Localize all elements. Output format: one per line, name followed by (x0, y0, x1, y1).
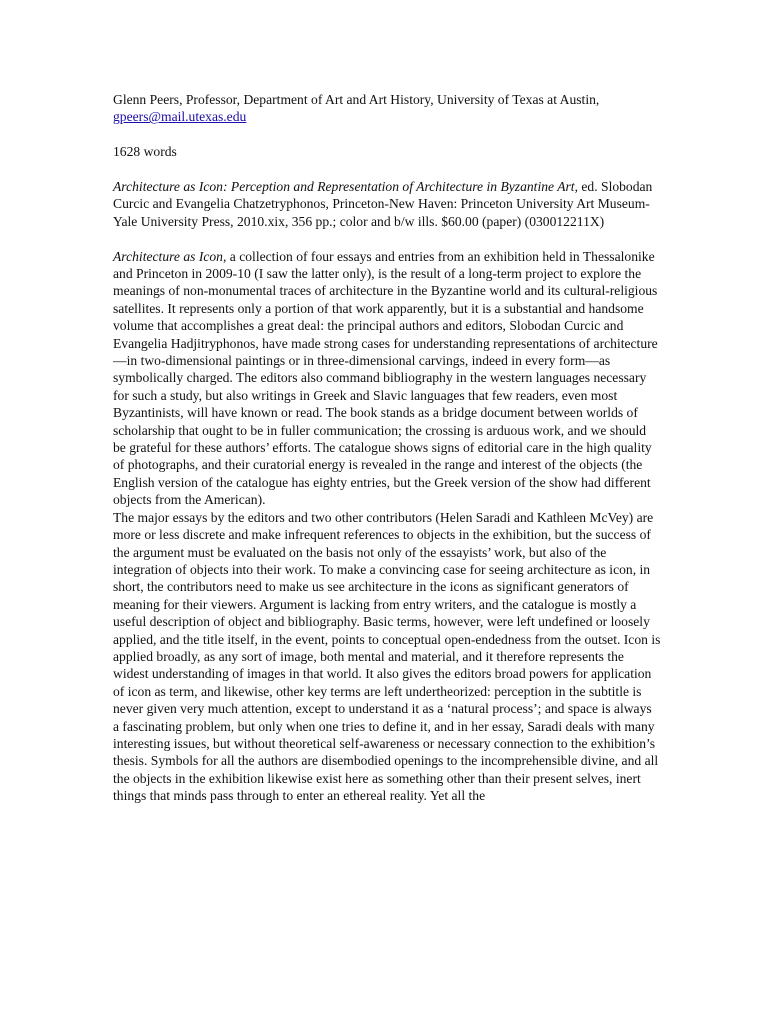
spacer (113, 126, 661, 143)
body-paragraph-2: The major essays by the editors and two other contributors (Helen Saradi and Kathleen McVey) are more or less discrete and make infrequent references to objects in the exhibition, but the success of the argument must be evaluated on the basis not only of the essayists’ work, but also of the integration of objects into their work. To make a convincing case for seeing architecture as icon, in short, the contributors need to make us see architecture in the icons as significant generators of meaning for their viewers. Argument is lacking from entry writers, and the catalogue is mostly a useful description of object and bibliography. Basic terms, however, were left undefined or loosely applied, and the title itself, in the event, points to conceptual open-endedness from the outset. Icon is applied broadly, as any sort of image, both mental and material, and it therefore represents the widest understanding of images in that world. It also gives the editors broad powers for application of icon as term, and likewise, other key terms are left undertheorized: perception in the subtitle is never given very much attention, except to understand it as a ‘natural process’; and space is always a fascinating problem, but only when one tries to define it, and in her essay, Saradi deals with many interesting issues, but without theoretical self-awareness or necessary connection to the exhibition’s thesis. Symbols for all the authors are disembodied openings to the incomprehensible divine, and all the objects in the exhibition likewise exist here as something other than their present selves, inert things that minds pass through to enter an ethereal reality. Yet all the (113, 509, 661, 804)
book-title-inline: Architecture as Icon (113, 248, 223, 264)
author-line (113, 91, 661, 126)
book-title: Architecture as Icon: Perception and Representation of Architecture in Byzantine Art (113, 179, 575, 194)
author-affiliation: Glenn Peers, Professor, Department of Art and Art History, University of Texas at Austin, (113, 92, 600, 107)
document-page (113, 91, 661, 805)
citation-details: , ed. Slobodan Curcic and Evangelia Chatzetryphonos, Princeton-New Haven: Princeton University Art Museum-Yale University Press, 2010.xix, 356 pp.; color and b/w ills. $60.00 (paper) (030012211X) (113, 179, 653, 229)
spacer (113, 230, 661, 247)
word-count: 1628 words (113, 144, 177, 160)
email-link[interactable]: gpeers@mail.utexas.edu (113, 109, 247, 125)
spacer (113, 161, 661, 178)
citation (113, 178, 661, 230)
body-paragraph-1 (113, 248, 661, 509)
paragraph-text: , a collection of four essays and entries from an exhibition held in Thessalonike and Princeton in 2009-10 (I saw the latter only), is the result of a long-term project to explore the meanings of non-monumental traces of architecture in the Byzantine world and its cultural-religious satellites. It represents only a portion of that work apparently, but it is a substantial and handsome volume that accomplishes a great deal: the principal authors and editors, Slobodan Curcic and Evangelia Hadjitryphonos, have made strong cases for understanding representations of architecture—in two-dimensional paintings or in three-dimensional carvings, indeed in every form—as symbolically charged. The editors also command bibliography in the western languages necessary for such a study, but also writings in Greek and Slavic languages that few readers, even most Byzantinists, will have known or read. The book stands as a bridge document between worlds of scholarship that ought to be in fuller communication; the crossing is arduous work, and we should be grateful for these authors’ efforts. The catalogue shows signs of editorial care in the high quality of photographs, and their curatorial energy is revealed in the range and interest of the objects (the English version of the catalogue has eighty entries, but the Greek version of the show had different objects from the American). (113, 248, 658, 508)
